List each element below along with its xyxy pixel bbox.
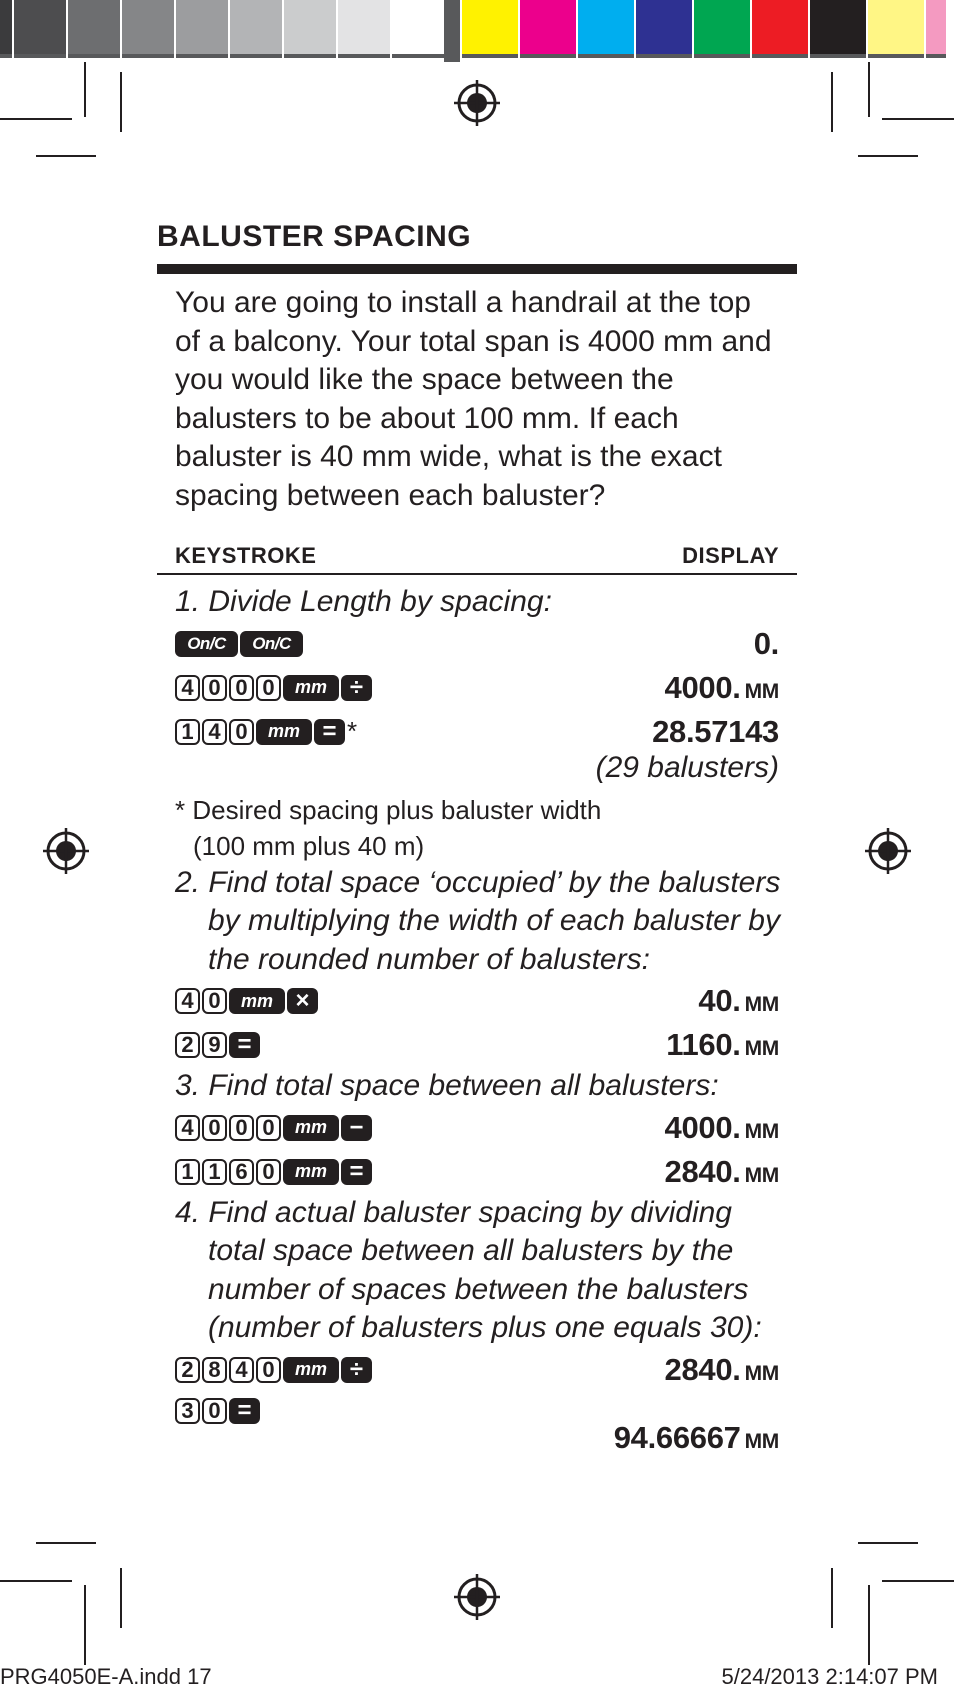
digit-key: 4 — [175, 988, 200, 1014]
mm-key: mm — [283, 675, 339, 701]
display-value: 4000. MM — [664, 1109, 779, 1145]
color-swatch — [230, 0, 282, 58]
digit-key: 0 — [256, 675, 281, 701]
digit-key: 0 — [202, 1398, 227, 1424]
display-header: DISPLAY — [682, 543, 779, 568]
color-swatch — [578, 0, 634, 58]
display-value: 2840. MM — [664, 1351, 779, 1387]
mm-key: mm — [229, 988, 285, 1014]
equals-key-icon: = — [341, 1159, 372, 1185]
display-value: 0. — [753, 625, 779, 661]
keystroke-row-6 — [157, 1106, 797, 1150]
display-value: 40. MM — [698, 983, 779, 1018]
keystroke-sequence — [175, 1398, 260, 1424]
digit-key: 2 — [175, 1357, 200, 1383]
equals-key-icon: = — [314, 719, 345, 745]
digit-key: 0 — [202, 1115, 227, 1141]
step-1: 1. Divide Length by spacing: — [175, 585, 552, 618]
display-value: 2840. MM — [664, 1153, 779, 1189]
color-swatch — [14, 0, 66, 58]
digit-key: 1 — [175, 1159, 200, 1185]
printer-color-bar — [0, 0, 954, 62]
keystroke-row-9 — [157, 1392, 797, 1454]
on-c-key: On/C — [175, 631, 238, 657]
digit-key: 0 — [256, 1357, 281, 1383]
digit-key: 0 — [229, 719, 254, 745]
registration-mark-bottom-icon — [452, 1572, 502, 1622]
footnote-line-2: (100 mm plus 40 m) — [193, 830, 425, 861]
page-title: BALUSTER SPACING — [157, 220, 797, 274]
color-swatch — [462, 0, 518, 58]
color-swatch — [392, 0, 444, 58]
keystroke-row-2 — [157, 666, 797, 710]
display-value: 94.66667 MM — [613, 1419, 779, 1455]
color-swatch — [636, 0, 692, 58]
mm-key: mm — [256, 719, 312, 745]
keystroke-row-8 — [157, 1348, 797, 1392]
mm-key: mm — [283, 1115, 339, 1141]
problem-statement: You are going to install a handrail at the top of a balcony. Your total span is 4000 mm and you would like the space between the balusters to be about 100 mm. If each baluster is 40 mm wide, what is the exact spacing between each baluster? — [175, 286, 772, 512]
divide-key-icon: ÷ — [341, 1357, 372, 1383]
keystroke-header: KEYSTROKE — [175, 543, 317, 568]
footer-date: 5/24/2013 2:14:07 PM — [721, 1664, 938, 1689]
equals-key-icon: = — [229, 1398, 260, 1424]
color-swatch — [284, 0, 336, 58]
keystroke-sequence — [175, 988, 318, 1014]
step-4: 4. Find actual baluster spacing by dividing total space between all balusters by the number of spaces between the balusters (number of balusters plus one equals 30): — [175, 1195, 762, 1344]
color-swatch — [122, 0, 174, 58]
digit-key: 2 — [175, 1032, 200, 1058]
on-c-key: On/C — [240, 631, 303, 657]
digit-key: 0 — [229, 1115, 254, 1141]
keystroke-sequence — [175, 1159, 372, 1185]
mm-key: mm — [283, 1357, 339, 1383]
keystroke-sequence — [175, 1357, 372, 1383]
keystroke-row-3 — [157, 710, 797, 754]
display-value: 28.57143 — [652, 713, 779, 749]
column-headers — [157, 543, 797, 575]
digit-key: 0 — [256, 1159, 281, 1185]
digit-key: 9 — [202, 1032, 227, 1058]
color-swatch — [0, 0, 12, 58]
color-swatch — [520, 0, 576, 58]
mm-key: mm — [283, 1159, 339, 1185]
color-swatch — [868, 0, 924, 58]
digit-key: 4 — [175, 1115, 200, 1141]
registration-mark-right-icon — [863, 826, 913, 876]
keystroke-row-4 — [157, 979, 797, 1023]
digit-key: 0 — [202, 675, 227, 701]
digit-key: 3 — [175, 1398, 200, 1424]
keystroke-row-7 — [157, 1150, 797, 1194]
keystroke-sequence — [175, 1115, 372, 1141]
keystroke-sequence — [175, 1032, 260, 1058]
multiply-key-icon: × — [287, 988, 318, 1014]
footnote-line-1: * Desired spacing plus baluster width — [175, 794, 602, 825]
divide-key-icon: ÷ — [341, 675, 372, 701]
balusters-note: (29 balusters) — [595, 750, 779, 784]
display-value: 1160. MM — [666, 1027, 779, 1062]
footer-file-info: PRG4050E-A.indd 17 — [0, 1664, 212, 1689]
digit-key: 0 — [256, 1115, 281, 1141]
equals-key-icon: = — [229, 1032, 260, 1058]
digit-key: 0 — [202, 988, 227, 1014]
step-2: 2. Find total space ‘occupied’ by the balusters by multiplying the width of each baluster by the rounded number of balusters: — [175, 865, 781, 976]
keystroke-row-5 — [157, 1023, 797, 1067]
registration-mark-left-icon — [41, 826, 91, 876]
keystroke-sequence — [175, 631, 303, 657]
keystroke-row-1 — [157, 622, 797, 666]
digit-key: 8 — [202, 1357, 227, 1383]
digit-key: 6 — [229, 1159, 254, 1185]
color-swatch — [694, 0, 750, 58]
color-swatch — [926, 0, 946, 58]
page-content — [157, 220, 797, 1454]
registration-mark-top-icon — [452, 78, 502, 128]
digit-key: 4 — [202, 719, 227, 745]
minus-key-icon: − — [341, 1115, 372, 1141]
asterisk-mark: * — [347, 716, 358, 746]
digit-key: 0 — [229, 675, 254, 701]
keystroke-sequence — [175, 716, 357, 747]
color-swatch — [752, 0, 808, 58]
color-swatch — [444, 0, 460, 62]
color-swatch — [68, 0, 120, 58]
color-swatch — [338, 0, 390, 58]
digit-key: 1 — [202, 1159, 227, 1185]
color-swatch — [810, 0, 866, 58]
step-3: 3. Find total space between all balusters: — [175, 1069, 719, 1102]
keystroke-sequence — [175, 675, 372, 701]
digit-key: 4 — [175, 675, 200, 701]
digit-key: 4 — [229, 1357, 254, 1383]
display-value: 4000. MM — [664, 669, 779, 705]
digit-key: 1 — [175, 719, 200, 745]
color-swatch — [176, 0, 228, 58]
